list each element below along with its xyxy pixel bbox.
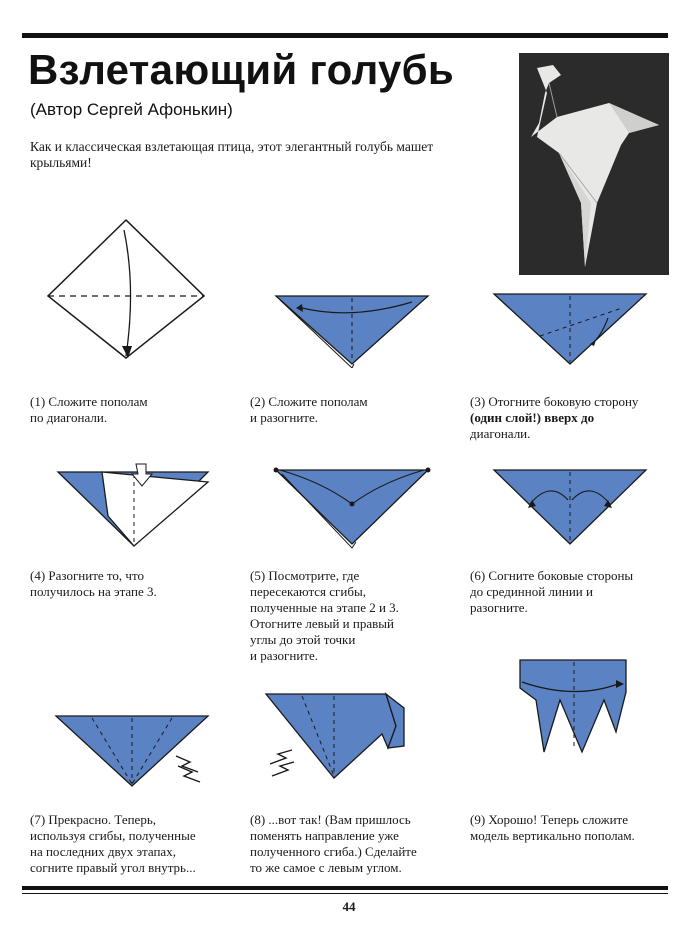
step-1-diagram bbox=[44, 218, 209, 373]
step-6-diagram bbox=[490, 460, 650, 555]
page-number: 44 bbox=[342, 899, 356, 914]
step-8-diagram bbox=[262, 686, 412, 786]
step-6-caption: (6) Согните боковые стороны до срединной линии и разогните. bbox=[470, 568, 634, 615]
step-4-diagram bbox=[54, 460, 214, 560]
step-4-caption: (4) Разогните то, что получилось на этапе 3. bbox=[30, 568, 157, 599]
step-5-diagram bbox=[272, 460, 432, 555]
paper-dove-image bbox=[519, 53, 669, 275]
step-2-diagram bbox=[272, 288, 432, 373]
step-3-caption: (3) Отогните боковую сторону (один слой!) вверх до диагонали. bbox=[470, 394, 639, 441]
step-7-caption: (7) Прекрасно. Теперь, используя сгибы, полученные на последних двух этапах, согните правый угол внутрь... bbox=[30, 812, 196, 875]
step-3-diagram bbox=[490, 288, 650, 373]
step-9-caption: (9) Хорошо! Теперь сложите модель вертикально пополам. bbox=[470, 812, 635, 843]
step-8-caption: (8) ...вот так! (Вам пришлось поменять направление уже полученного сгиба.) Сделайте то же самое с левым углом. bbox=[250, 812, 417, 875]
step-1-caption: (1) Сложите пополам по диагонали. bbox=[30, 394, 148, 425]
step-9-diagram bbox=[514, 656, 634, 761]
author-subtitle: (Автор Сергей Афонькин) bbox=[30, 100, 233, 119]
bottom-rule-thin bbox=[22, 893, 668, 894]
dove-photo bbox=[519, 53, 669, 275]
page-title: Взлетающий голубь bbox=[28, 46, 455, 93]
step-2-caption: (2) Сложите пополам и разогните. bbox=[250, 394, 368, 425]
top-rule bbox=[22, 33, 668, 38]
bottom-rule bbox=[22, 886, 668, 890]
step-5-caption: (5) Посмотрите, где пересекаются сгибы, полученные на этапе 2 и 3. Отогните левый и правый углы до этой точки и разогните. bbox=[250, 568, 399, 663]
intro-text: Как и классическая взлетающая птица, этот элегантный голубь машет крыльями! bbox=[30, 139, 434, 170]
step-7-diagram bbox=[52, 706, 217, 801]
